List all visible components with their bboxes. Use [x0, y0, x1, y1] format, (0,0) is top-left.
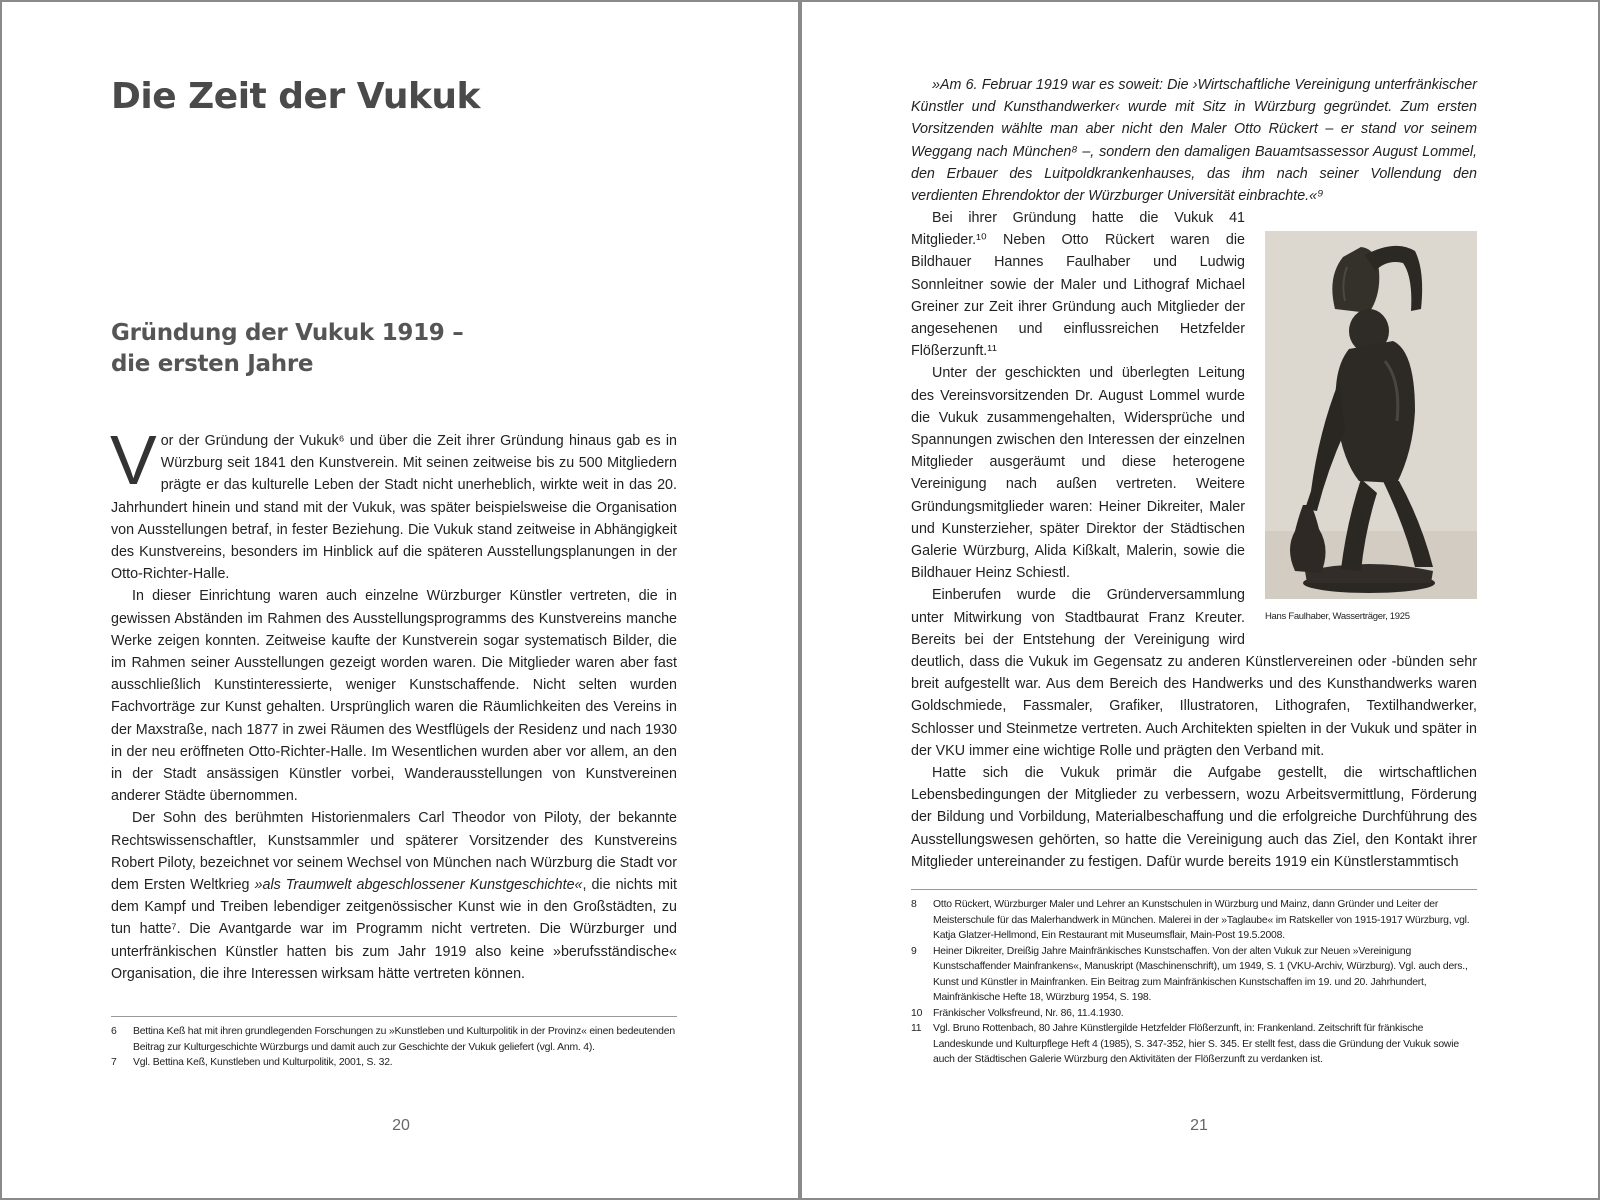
figure [1261, 207, 1477, 628]
footnote [911, 897, 1477, 944]
footnote-number: 8 [911, 899, 917, 910]
footnote-text: Otto Rückert, Würzburger Maler und Lehrer an Kunstschulen in Würzburg und Mainz, dann Gründer und Leiter der Meisterschule für das Malerhandwerk in München. Malerei in der »Taglaube« im Ratskeller von 1915-1917 Würzburg, vgl. Katja Glatzer-Hellmond, Ein Restaurant mit Museumsflair, Main-Post 19.5.2008. [933, 899, 1470, 941]
footnote-text: Bettina Keß hat mit ihren grundlegenden Forschungen zu »Kunstleben und Kulturpolitik in der Provinz« einen bedeutenden Beitrag zur Kulturgeschichte Würzburgs und damit auch zur Geschichte der Vukuk geliefert (vgl. Anm. 4). [133, 1026, 675, 1053]
right-body-text [911, 207, 1477, 873]
footnote [111, 1055, 677, 1071]
section-title-line2: die ersten Jahre [111, 351, 314, 377]
sculpture-photo [1265, 231, 1477, 599]
footnotes [111, 1016, 677, 1071]
paragraph-text: or der Gründung der Vukuk⁶ und über die Zeit ihrer Gründung hinaus gab es in Würzburg seit 1841 den Kunstverein. Mit seinen zeitweise bis zu 500 Mitgliedern prägte er das kulturelle Leben der Stadt nicht unerheblich, wirkte weit in das 20. Jahrhundert hinein und stand mit der Vukuk, was später beispielsweise die Organisation von Ausstellungen betraf, in fester Beziehung. Die Vukuk stand zeitweise in Abhängigkeit des Kunstvereins, besonders im Hinblick auf die späteren Ausstellungsplanungen in der Otto-Richter-Halle. [111, 433, 677, 583]
paragraph [111, 807, 677, 985]
footnote-number: 10 [911, 1007, 923, 1019]
footnote-text: Fränkischer Volksfreund, Nr. 86, 11.4.1930. [933, 1007, 1124, 1019]
footnote-text: Vgl. Bettina Keß, Kunstleben und Kulturpolitik, 2001, S. 32. [133, 1057, 393, 1068]
paragraph: In dieser Einrichtung waren auch einzelne Würzburger Künstler vertreten, die in gewissen Abständen im Rahmen des Ausstellungsprogramms des Kunstvereins manche Werke zeigen konnten. Zeitweise kaufte der Kunstverein sogar systematisch Bilder, die im Rahmen seiner Ausstellungen gezeigt worden waren. Die Mitglieder waren aber fast ausschließlich Kunstinteressierte, weniger Kunstschaffende. Nicht selten wurden Fachvorträge zur Kunst gehalten. Ursprünglich waren die Räumlichkeiten des Vereins in der Maxstraße, nach 1877 in zwei Räumen des Westflügels der Residenz und nach 1930 in der neu eröffneten Otto-Richter-Halle. Im Wesentlichen wurden aber vor allem, an den in der Stadt ansässigen Künstler vorbei, Wanderausstellungen von Kunstvereinen anderer Städte übernommen. [111, 588, 677, 805]
footnote [111, 1024, 677, 1055]
paragraph: Bei ihrer Gründung hatte die Vukuk 41 Mitglieder.¹⁰ Neben Otto Rückert waren die Bildhauer Hannes Faulhaber und Ludwig Sonnleitner sowie der Maler und Lithograf Michael Greiner zur Zeit ihrer Gründung auch Mitglieder der angesehenen und einflussreichen Hetzfelder Flößerzunft.¹¹ [911, 210, 1245, 360]
section-title-line1: Gründung der Vukuk 1919 – [111, 320, 464, 346]
footnote-number: 9 [911, 945, 917, 957]
footnote [911, 1021, 1477, 1068]
paragraph: Einberufen wurde die Gründerversammlung unter Mitwirkung von Stadtbaurat Franz Kreuter. Bereits bei der Entstehung der Vereinigung wird deutlich, dass die Vukuk im Gegensatz zu anderen Künstlervereinen oder -bünden sehr breit aufgestellt war. Aus dem Bereich des Handwerks und des Kunsthandwerks waren Goldschmiede, Fassmaler, Grafiker, Illustratoren, Lithografen, Textilhandwerker, Schlosser und Steinmetze vertreten. Auch Architekten spielten in der Vukuk und später in der VKU immer eine wichtige Rolle und prägten den Verband mit. [911, 587, 1477, 759]
paragraph: Unter der geschickten und überlegten Leitung des Vereinsvorsitzenden Dr. August Lommel wurde die Vukuk zusammengehalten, Widersprüche und Spannungen zwischen den Interessen der einzelnen Mitglieder ausgeräumt und diese heterogene Vereinigung nach außen vertreten. Weitere Gründungsmitglieder waren: Heiner Dikreiter, Maler und Kunsterzieher, später Direktor der Städtischen Galerie Würzburg, Alida Kißkalt, Malerin, sowie die Bildhauer Heinz Schiestl. [911, 365, 1245, 582]
paragraph: Hatte sich die Vukuk primär die Aufgabe gestellt, die wirtschaftlichen Lebensbedingungen der Mitglieder zu verbessern, wozu Arbeitsvermittlung, Förderung der Bildung und Vorbildung, Materialbeschaffung und die erfolgreiche Durchführung des Ausstellungswesen gehörten, so hatte die Vereinigung auch das Ziel, den Kontakt ihrer Mitglieder untereinander zu festigen. Dafür wurde bereits 1919 ein Künstlerstammtisch [911, 765, 1477, 870]
page-number: 20 [392, 1117, 410, 1134]
footnote-text: Heiner Dikreiter, Dreißig Jahre Mainfränkisches Kunstschaffen. Von der alten Vukuk zur Neuen »Vereinigung Kunstschaffender Mainfrankens«, Manuskript (Maschinenschrift), um 1949, S. 1 (VKU-Archiv, Würzburg). Vgl. auch ders., Kunst und Künstler in Mainfranken. Ein Beitrag zum Mainfränkischen Kunstschaffen im 19. und 20. Jahrhundert, Mainfränkische Hefte 18, Würzburg 1954, S. 198. [933, 945, 1468, 1003]
footnotes [911, 889, 1477, 1068]
footnote-number: 11 [911, 1023, 922, 1034]
footnote [911, 1006, 1477, 1022]
paragraph-text: Der Sohn des berühmten Historienmalers Carl Theodor von Piloty, der bekannte Rechtswissenschaftler, Kunstsammler und späterer Vorsitzender des Kunstvereins Robert Piloty, bezeichnet vor seinem Wechsel von München nach Würzburg die Stadt vor dem Ersten Weltkrieg [111, 810, 677, 894]
figure-caption: Hans Faulhaber, Wasserträger, 1925 [1265, 611, 1410, 622]
italic-quote: »als Traumwelt abgeschlossener Kunstgeschichte« [254, 877, 583, 894]
drop-cap: V [110, 421, 157, 499]
footnote [911, 944, 1477, 1006]
footnote-number: 6 [111, 1026, 117, 1037]
block-quote: »Am 6. Februar 1919 war es soweit: Die ›Wirtschaftliche Vereinigung unterfränkischer Künstler und Kunsthandwerker‹ wurde mit Sitz in Würzburg gegründet. Zum ersten Vorsitzenden wählte man aber nicht den Maler Otto Rückert – er stand vor seinem Weggang nach München⁸ –, sondern den damaligen Bauamtsassessor August Lommel, den Erbauer des Luitpoldkrankenhauses, das ihm nach seiner Vollendung den verdienten Ehrendoktor der Würzburger Universität einbrachte.«⁹ [911, 77, 1477, 205]
paragraph-text: , die nichts mit dem Kampf und Treiben lebendiger zeitgenössischer Kunst wie in den Großstädten, zu tun hatte⁷. Die Avantgarde war im Programm nicht vertreten. Die Würzburger und unterfränkischen Künstler hatten bis zum Jahr 1919 also keine »berufsständische« Organisation, die ihre Interessen wirksam hätte vertreten können. [111, 877, 678, 982]
page-number: 21 [1190, 1117, 1208, 1134]
left-page [2, 2, 798, 1198]
paragraph [110, 421, 677, 585]
section-title [111, 318, 463, 380]
right-page [802, 2, 1598, 1198]
left-body-text [110, 421, 678, 985]
footnote-number: 7 [111, 1057, 117, 1068]
chapter-title: Die Zeit der Vukuk [111, 76, 480, 117]
footnote-text: Vgl. Bruno Rottenbach, 80 Jahre Künstlergilde Hetzfelder Flößerzunft, in: Frankenland. Zeitschrift für fränkische Landeskunde und Kulturpflege Heft 4 (1985), S. 347-352, hier S. 345. Er stellt fest, dass die Gründung der Vukuk sowie auch der Städtischen Galerie Würzburg den Aktivitäten der Flößerzunft zu verdanken ist. [933, 1023, 1459, 1065]
